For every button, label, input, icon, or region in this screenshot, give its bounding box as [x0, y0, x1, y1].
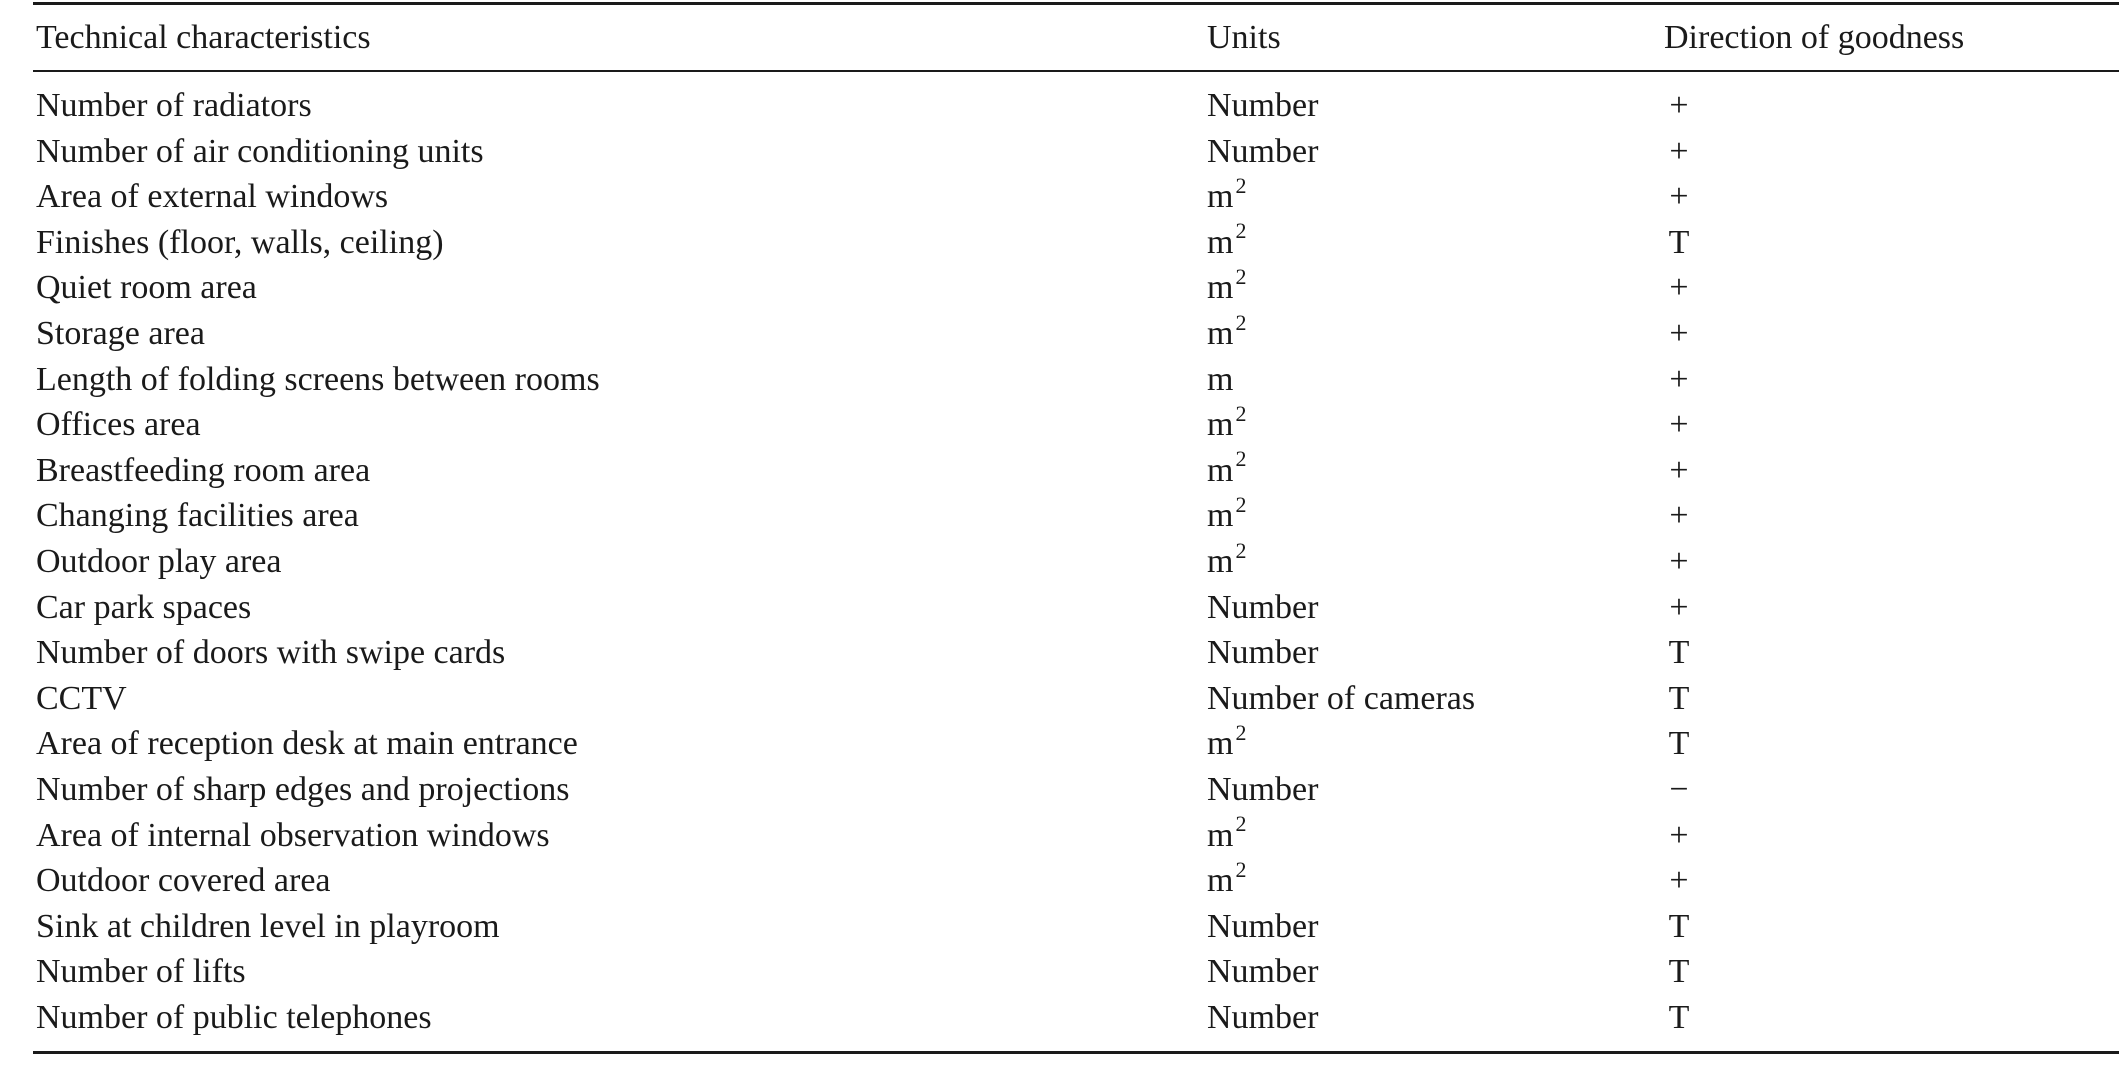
cell-unit: [1207, 448, 1246, 494]
cell-unit: [1207, 721, 1246, 767]
cell-characteristic: Offices area: [36, 406, 201, 444]
cell-unit: [1207, 767, 1318, 813]
unit-text: Number: [1207, 998, 1319, 1036]
unit-superscript: 2: [1235, 309, 1247, 335]
unit-text: Number: [1207, 770, 1319, 808]
cell-unit: [1207, 493, 1246, 539]
cell-direction-of-goodness: T: [1668, 953, 1690, 991]
cell-characteristic: Number of public telephones: [36, 998, 432, 1036]
table-row: [33, 630, 2119, 676]
unit-text: Number: [1207, 588, 1319, 626]
table-row: [33, 174, 2119, 220]
unit-superscript: 2: [1235, 719, 1247, 745]
table-header-rule: [33, 70, 2119, 72]
cell-unit: [1207, 539, 1246, 585]
table-row: [33, 402, 2119, 448]
table-row: [33, 220, 2119, 266]
table-bottom-rule: [33, 1051, 2119, 1054]
cell-direction-of-goodness: +: [1669, 862, 1689, 900]
cell-direction-of-goodness: +: [1669, 269, 1689, 307]
unit-superscript: 2: [1235, 400, 1247, 426]
unit-superscript: 2: [1235, 264, 1247, 290]
cell-unit: [1207, 357, 1233, 403]
unit-text: m: [1207, 178, 1234, 216]
cell-direction-of-goodness: −: [1669, 770, 1689, 808]
table-row: [33, 265, 2119, 311]
unit-text: m: [1207, 862, 1234, 900]
unit-text: m: [1207, 542, 1234, 580]
cell-characteristic: Sink at children level in playroom: [36, 907, 500, 945]
unit-text: m: [1207, 269, 1234, 307]
cell-direction-of-goodness: T: [1668, 725, 1690, 763]
unit-superscript: 2: [1235, 446, 1247, 472]
table-row: [33, 357, 2119, 403]
table-row: [33, 858, 2119, 904]
unit-text: Number: [1207, 87, 1319, 124]
cell-characteristic: Outdoor covered area: [36, 862, 331, 900]
unit-superscript: 2: [1235, 811, 1247, 837]
cell-direction-of-goodness: +: [1669, 451, 1689, 489]
table-row: [33, 83, 2119, 129]
cell-direction-of-goodness: +: [1669, 360, 1689, 398]
cell-characteristic: Storage area: [36, 314, 205, 352]
cell-characteristic: Length of folding screens between rooms: [36, 360, 600, 398]
cell-characteristic: Changing facilities area: [36, 497, 359, 535]
cell-unit: [1207, 630, 1318, 676]
unit-text: m: [1207, 725, 1234, 763]
cell-characteristic: Number of doors with swipe cards: [36, 634, 506, 672]
unit-superscript: 2: [1235, 218, 1247, 244]
header-units: Units: [1207, 19, 1281, 56]
cell-unit: [1207, 904, 1318, 950]
unit-text: m: [1207, 314, 1234, 352]
cell-characteristic: Area of internal observation windows: [36, 816, 550, 854]
unit-superscript: 2: [1235, 856, 1247, 882]
table-row: [33, 311, 2119, 357]
cell-direction-of-goodness: +: [1669, 497, 1689, 535]
unit-text: m: [1207, 451, 1234, 489]
header-direction-of-goodness: Direction of goodness: [1664, 19, 1965, 56]
table-row: [33, 585, 2119, 631]
cell-characteristic: Area of external windows: [36, 178, 389, 216]
cell-direction-of-goodness: T: [1668, 679, 1690, 717]
cell-direction-of-goodness: T: [1668, 223, 1690, 261]
cell-unit: [1207, 311, 1246, 357]
cell-characteristic: Outdoor play area: [36, 542, 282, 580]
cell-unit: [1207, 813, 1246, 859]
cell-direction-of-goodness: +: [1669, 314, 1689, 352]
unit-text: m: [1207, 406, 1234, 444]
table-row: [33, 539, 2119, 585]
cell-direction-of-goodness: T: [1668, 998, 1690, 1036]
unit-text: m: [1207, 360, 1234, 398]
cell-unit: [1207, 265, 1246, 311]
cell-unit: [1207, 858, 1246, 904]
unit-text: Number of cameras: [1207, 679, 1476, 717]
cell-characteristic: Number of radiators: [36, 87, 312, 124]
unit-text: Number: [1207, 953, 1319, 991]
cell-direction-of-goodness: +: [1669, 588, 1689, 626]
table-top-rule: [33, 2, 2119, 5]
cell-unit: [1207, 949, 1318, 995]
table-row: [33, 995, 2119, 1041]
cell-characteristic: Car park spaces: [36, 588, 252, 626]
cell-characteristic: Number of lifts: [36, 953, 246, 991]
cell-unit: [1207, 129, 1318, 175]
unit-text: Number: [1207, 634, 1319, 672]
unit-text: m: [1207, 816, 1234, 854]
cell-characteristic: CCTV: [36, 679, 127, 717]
cell-characteristic: Number of sharp edges and projections: [36, 770, 570, 808]
table-row: [33, 949, 2119, 995]
cell-characteristic: Breastfeeding room area: [36, 451, 371, 489]
unit-superscript: 2: [1235, 537, 1247, 563]
cell-unit: [1207, 676, 1475, 722]
table-row: [33, 493, 2119, 539]
cell-characteristic: Area of reception desk at main entrance: [36, 725, 578, 763]
cell-unit: [1207, 83, 1318, 129]
table-row: [33, 676, 2119, 722]
unit-text: Number: [1207, 132, 1319, 170]
cell-direction-of-goodness: +: [1669, 542, 1689, 580]
cell-direction-of-goodness: T: [1668, 634, 1690, 672]
table-row: [33, 129, 2119, 175]
cell-unit: [1207, 402, 1246, 448]
unit-text: m: [1207, 223, 1234, 261]
cell-direction-of-goodness: +: [1669, 406, 1689, 444]
cell-unit: [1207, 220, 1246, 266]
table-row: [33, 448, 2119, 494]
header-technical-characteristics: Technical characteristics: [36, 19, 371, 56]
cell-direction-of-goodness: +: [1669, 816, 1689, 854]
cell-characteristic: Quiet room area: [36, 269, 257, 307]
cell-characteristic: Finishes (floor, walls, ceiling): [36, 223, 444, 261]
cell-unit: [1207, 585, 1318, 631]
cell-direction-of-goodness: +: [1669, 87, 1689, 124]
table-row: [33, 813, 2119, 859]
table-body: [33, 83, 2119, 1040]
unit-text: Number: [1207, 907, 1319, 945]
cell-characteristic: Number of air conditioning units: [36, 132, 484, 170]
unit-superscript: 2: [1235, 492, 1247, 518]
table-row: [33, 721, 2119, 767]
cell-direction-of-goodness: +: [1669, 132, 1689, 170]
cell-direction-of-goodness: T: [1668, 907, 1690, 945]
table-row: [33, 767, 2119, 813]
cell-unit: [1207, 174, 1246, 220]
unit-text: m: [1207, 497, 1234, 535]
table-row: [33, 904, 2119, 950]
unit-superscript: 2: [1235, 172, 1247, 198]
cell-direction-of-goodness: +: [1669, 178, 1689, 216]
cell-unit: [1207, 995, 1318, 1041]
table-header-row: [33, 16, 2119, 60]
